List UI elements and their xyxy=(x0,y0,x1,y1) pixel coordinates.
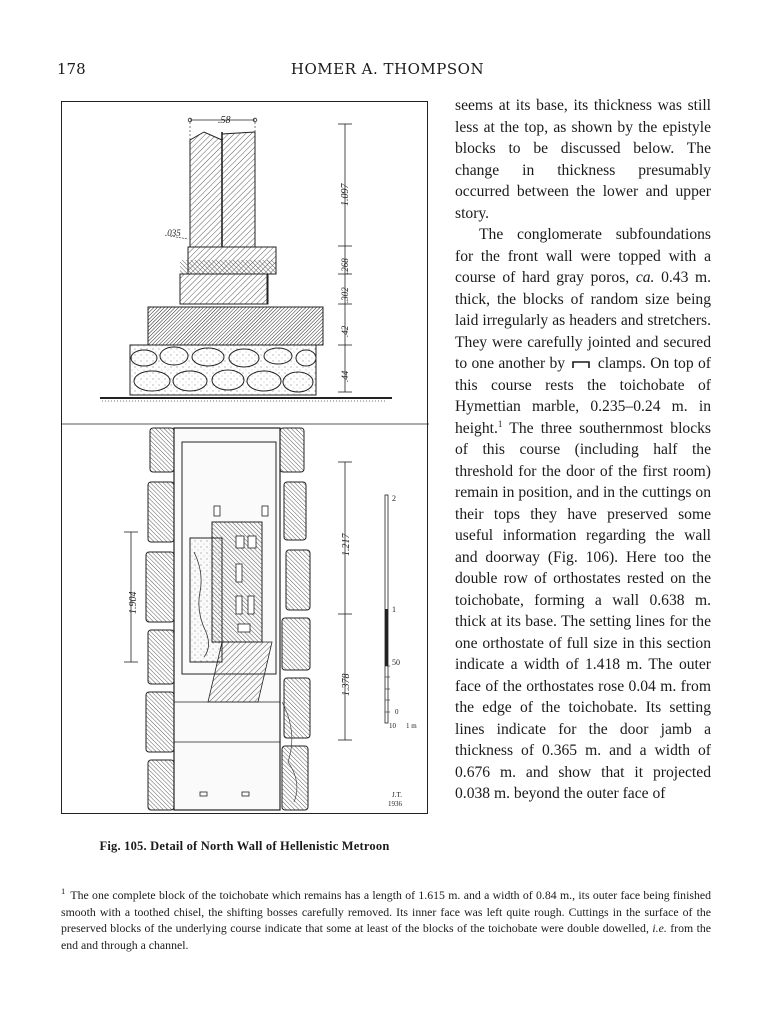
scale-label-2: 2 xyxy=(392,494,396,503)
paragraph-2-text-4: The three southernmost blocks of this course (including half the threshold for the door of the first room) remain in position, and in the cuttings on their tops they have preserved some useful information regarding the wall and doorway (Fig. 106). Here too the double row of orthostates rested on the toichobate, forming a wall 0.638 m. thick at its base. The setting lines for the one orthostate of full size in this section indicate a width of 1.418 m. The outer face of the orthostates rose 0.04 m. from the edge of the toichobate. Its setting lines indicate for the door jamb a thickness of 0.365 m. and a width of 0.676 m. and show that it projected 0.038 m. beyond the outer face of xyxy=(455,419,711,802)
scale-label-unit: 1 m xyxy=(406,722,417,730)
figure-frame xyxy=(61,101,428,814)
dim-width-top: .58 xyxy=(218,115,231,126)
dim-height-5: .44 xyxy=(340,370,350,382)
paragraph-2-ca: ca. xyxy=(635,269,655,286)
drafter-initials: J.T. xyxy=(392,791,402,799)
scale-label-50: 50 xyxy=(392,658,400,667)
dim-offset: .035 xyxy=(165,228,181,238)
paragraph-2-text-1: The conglomerate subfoundations for the front wall were topped with a course of hard gray poros, xyxy=(455,226,711,286)
scale-label-10: 10 xyxy=(389,722,396,730)
paragraph-2-text-3: clamps. On top of this course rests the toichobate of Hymettian marble, 0.235–0.24 m. in height. xyxy=(455,355,711,437)
paragraph-1: seems at its base, its thickness was still less at the top, as shown by the epistyle blocks to be discussed below. The change in thickness presumably occurred between the lower and upper story. xyxy=(455,97,711,222)
running-head: HOMER A. THOMPSON xyxy=(290,60,485,78)
scale-bar xyxy=(385,495,390,723)
footnote-ie: i.e. xyxy=(652,921,667,936)
scale-label-0: 0 xyxy=(395,708,399,716)
clamp-icon xyxy=(571,360,591,369)
dim-height-1: 1.097 xyxy=(340,183,351,206)
footnote-text-2: from the end and through a channel. xyxy=(61,921,712,952)
dim-height-4: .42 xyxy=(340,325,350,337)
footnote-text-1: The one complete block of the toichobate which remains has a length of 1.615 m. and a width of 0.84 m., its outer face being finished smooth with a toothed chisel, the shifting bosses carefully removed. Its inner face was left quite rough. Cuttings in the surface of the preserved blocks of the underlying course indicate that some at least of the blocks of the toichobate were double dowelled, xyxy=(61,888,711,936)
footnote-mark: 1 xyxy=(61,886,66,897)
footnote-reference[interactable]: 1 xyxy=(497,418,503,429)
footnote xyxy=(61,887,711,953)
dim-plan-right-lower: 1.378 xyxy=(341,673,352,696)
paragraph-2-text-2: 0.43 m. thick, the blocks of random size being laid irregularly as headers and stretchers. They were carefully jointed and secured to one another by xyxy=(455,269,712,372)
dim-height-3: .302 xyxy=(340,287,350,303)
dim-plan-left: 1.904 xyxy=(128,591,139,614)
scale-label-1: 1 xyxy=(392,605,396,614)
wall-plan xyxy=(62,424,429,810)
page-number: 178 xyxy=(57,60,86,78)
body-text xyxy=(455,95,711,805)
paragraph-2 xyxy=(455,224,711,805)
figure-caption: Fig. 105. Detail of North Wall of Hellenistic Metroon xyxy=(99,839,390,853)
dim-height-2: .268 xyxy=(340,258,350,274)
wall-detail-drawing xyxy=(62,102,429,815)
dim-plan-right-upper: 1.217 xyxy=(341,533,352,556)
drawing-year: 1936 xyxy=(388,800,402,808)
